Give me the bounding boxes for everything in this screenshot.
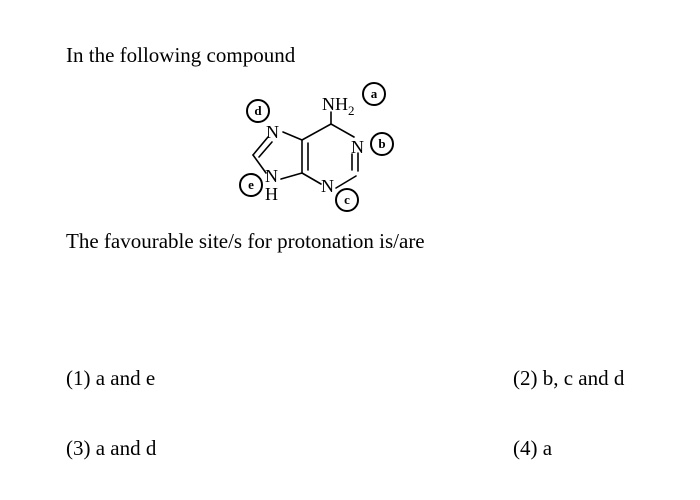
site-e-marker — [240, 174, 262, 196]
bond-c6-n1 — [331, 124, 354, 137]
site-b-label: b — [378, 136, 386, 151]
option-3[interactable]: (3) a and d — [66, 436, 157, 460]
option-2[interactable]: (2) b, c and d — [513, 366, 625, 390]
bond-c5-n7 — [283, 132, 302, 140]
site-b-marker — [371, 133, 393, 155]
question-body: The favourable site/s for protonation is/are — [66, 229, 425, 253]
site-d-marker — [247, 100, 269, 122]
site-c-label: c — [344, 192, 350, 207]
site-markers — [240, 83, 393, 211]
bond-n3-c4 — [302, 173, 321, 184]
site-c-marker — [336, 189, 358, 211]
option-1[interactable]: (1) a and e — [66, 366, 156, 390]
atom-labels — [265, 94, 364, 204]
atom-n9-h: H — [265, 184, 278, 204]
site-d-label: d — [254, 103, 262, 118]
atom-n3: N — [321, 176, 334, 196]
site-a-label: a — [370, 86, 378, 101]
atom-nh2: $NH_2$ — [322, 94, 355, 118]
option-4[interactable]: (4) a — [513, 436, 553, 460]
bond-c5-c6 — [302, 124, 331, 140]
site-a-marker — [363, 83, 385, 105]
site-e-label: e — [248, 177, 254, 192]
bond-c2-n3 — [336, 176, 356, 188]
atom-n7: N — [266, 122, 279, 142]
atom-n1: N — [351, 137, 364, 157]
bond-n9-c4 — [281, 173, 302, 179]
atom-n9: N — [265, 166, 278, 186]
question-title: In the following compound — [66, 43, 296, 67]
